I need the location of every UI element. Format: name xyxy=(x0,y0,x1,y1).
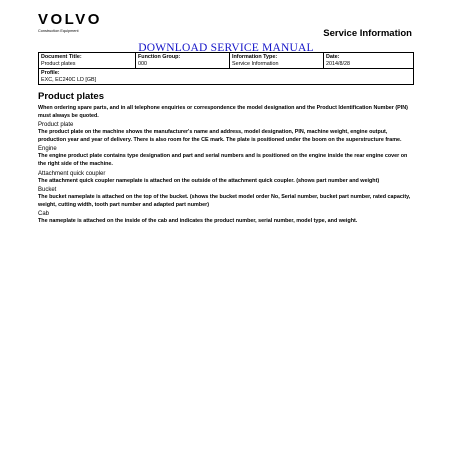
meta-row-profile xyxy=(39,68,413,84)
document-body xyxy=(38,91,414,228)
date-cell xyxy=(324,53,413,68)
document-title-value: Product plates xyxy=(41,60,76,67)
section-heading-product-plate: Product plate xyxy=(38,122,74,129)
profile-cell xyxy=(39,69,413,84)
information-type-label: Information Type: xyxy=(232,54,278,60)
section-text-cab: The nameplate is attached on the inside of the cab and indicates the product number, serial number, model type, and weight. xyxy=(38,218,358,225)
section-heading-quick-coupler: Attachment quick coupler xyxy=(38,170,106,177)
section-heading-bucket: Bucket xyxy=(38,187,57,194)
intro-paragraph: When ordering spare parts, and in all telephone enquiries or correspondence the model designation and the Product Identification Number (PIN) must always be quoted. xyxy=(38,105,408,119)
document-title-label: Document Title: xyxy=(41,54,82,60)
document-title-cell xyxy=(39,53,136,68)
profile-label: Profile: xyxy=(41,70,60,77)
function-group-cell xyxy=(136,53,230,68)
date-label: Date: xyxy=(326,54,340,60)
section-heading-cab: Cab xyxy=(38,211,50,218)
service-information-heading: Service Information xyxy=(323,28,412,39)
section-text-engine: The engine product plate contains type designation and part and serial numbers and is positioned on the engine inside the rear engine cover on the right side of the machine. xyxy=(38,153,408,167)
meta-row xyxy=(39,53,413,68)
page-title: Product plates xyxy=(38,91,104,102)
function-group-label: Function Group: xyxy=(138,54,181,60)
information-type-cell xyxy=(230,53,324,68)
section-text-quick-coupler: The attachment quick coupler nameplate is attached on the outside of the attachment quick coupler. (shows part number and weight) xyxy=(38,177,380,184)
volvo-logo xyxy=(38,12,102,34)
section-heading-engine: Engine xyxy=(38,146,57,153)
brand-subtitle: Construction Equipment xyxy=(38,29,79,33)
profile-value: EXC, EC240C LD [GB] xyxy=(41,76,97,83)
document-meta-table xyxy=(38,52,414,85)
section-text-product-plate: The product plate on the machine shows the manufacturer's name and address, model designation, PIN, machine weight, engine output, production year and year of delivery. There is also room for the CE mark. The plate is positioned under the boom on the superstructure frame. xyxy=(38,129,402,143)
information-type-value: Service Information xyxy=(232,60,279,67)
download-service-manual-banner[interactable]: DOWNLOAD SERVICE MANUAL xyxy=(138,42,314,54)
function-group-value: 000 xyxy=(138,60,147,67)
section-text-bucket: The bucket nameplate is attached on the top of the bucket. (shows the bucket model order No, Serial number, bucket part number, rated capacity, weight, cutting width, tooth part number and adapted part number) xyxy=(38,194,411,208)
date-value: 2014/8/28 xyxy=(326,60,350,67)
brand-wordmark: VOLVO xyxy=(38,11,102,28)
